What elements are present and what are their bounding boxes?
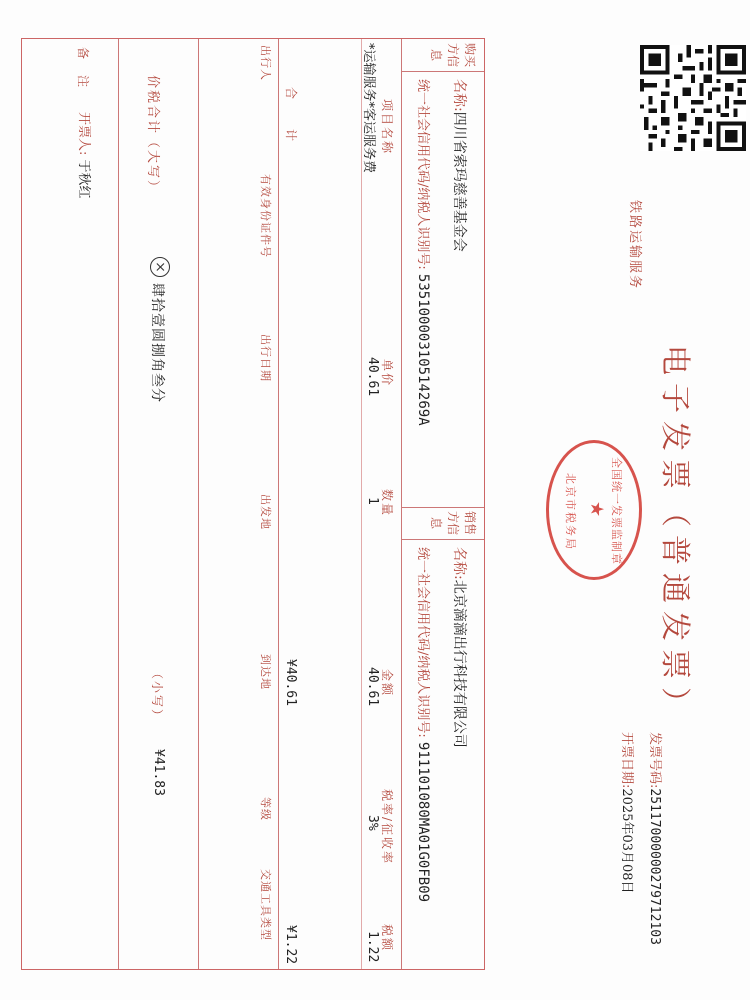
issuer-name: 于秋红	[76, 159, 91, 199]
seller-tax-label: 统一社会信用代码/纳税人识别号:	[415, 547, 430, 738]
buyer-tax-value: 53510000310514269A	[415, 273, 431, 426]
buyer-tax-row	[415, 79, 434, 426]
grand-total-small: ¥41.83	[151, 749, 166, 796]
seal-bottom-text: 北京市税务局	[564, 473, 577, 551]
buyer-name-value: 四川省索玛慈善基金会	[451, 111, 467, 252]
invoice-date	[619, 732, 638, 894]
invoice-number-value: 25117000000279712103	[647, 788, 662, 945]
issuer-label: 开票人:	[76, 112, 91, 156]
grand-total-icon: ×	[150, 257, 170, 277]
col-tax: 税额	[380, 924, 394, 953]
invoice-date-value: 2025年03月08日	[619, 788, 634, 894]
buyer-name-row	[450, 79, 470, 252]
invoice-number	[647, 732, 666, 945]
item-tax-rate: 3%	[365, 815, 380, 831]
grand-total-small-label: （小写）	[150, 667, 164, 724]
total-tax: ¥1.22	[283, 925, 298, 965]
item-quantity: 1	[365, 497, 380, 505]
travel-col-vehicle: 交通工具类型	[259, 869, 272, 941]
travel-col-arrival: 到达地	[259, 654, 272, 690]
item-unit-price: 40.61	[365, 357, 380, 397]
issuer	[76, 112, 95, 199]
invoice-date-label: 开票日期:	[619, 732, 634, 789]
col-item-name: 项目名称	[380, 99, 394, 156]
seller-tax-value: 911101080MA01G0FB09	[415, 741, 431, 903]
col-unit-price: 单价	[380, 359, 394, 388]
notes-label: 备注	[76, 47, 90, 104]
item-amount: 40.61	[365, 667, 380, 707]
seller-name-row	[450, 547, 470, 748]
col-quantity: 数量	[380, 489, 394, 518]
seal-star-icon: ★	[586, 501, 607, 518]
seller-name-label: 名称:	[451, 547, 467, 580]
travel-col-id: 有效身份证件号	[259, 174, 272, 258]
buyer-name-label: 名称:	[451, 79, 467, 112]
travel-col-departure: 出发地	[259, 494, 272, 530]
buyer-tax-label: 统一社会信用代码/纳税人识别号:	[415, 79, 430, 270]
travel-col-date: 出行日期	[259, 334, 272, 382]
col-tax-rate: 税率/征收率	[380, 789, 394, 866]
col-amount: 金额	[380, 669, 394, 698]
item-name: *运输服务*客运服务费	[361, 43, 376, 174]
total-label: 合计	[284, 87, 298, 172]
grand-total-words: 肆拾壹圆捌角叁分	[149, 283, 165, 403]
seller-side-label: 销售方信息	[429, 511, 477, 536]
seal-top-text: 全国统一发票监制章	[610, 457, 623, 565]
qr-code-icon	[640, 45, 746, 151]
invoice-number-label: 发票号码:	[647, 732, 662, 789]
invoice-title: 电子发票（普通发票）	[657, 345, 692, 725]
seller-tax-row	[415, 547, 434, 902]
grand-total-label: 价税合计（大写）	[145, 75, 160, 196]
seller-name-value: 北京滴滴出行科技有限公司	[451, 579, 467, 748]
total-amount: ¥40.61	[283, 659, 298, 706]
tax-seal	[546, 440, 642, 580]
buyer-side-label: 购买方信息	[429, 43, 477, 68]
item-tax: 1.22	[365, 931, 380, 963]
railway-service-label: 铁路运输服务	[627, 200, 642, 291]
travel-col-class: 等级	[259, 797, 272, 821]
travel-col-passenger: 出行人	[259, 45, 272, 81]
